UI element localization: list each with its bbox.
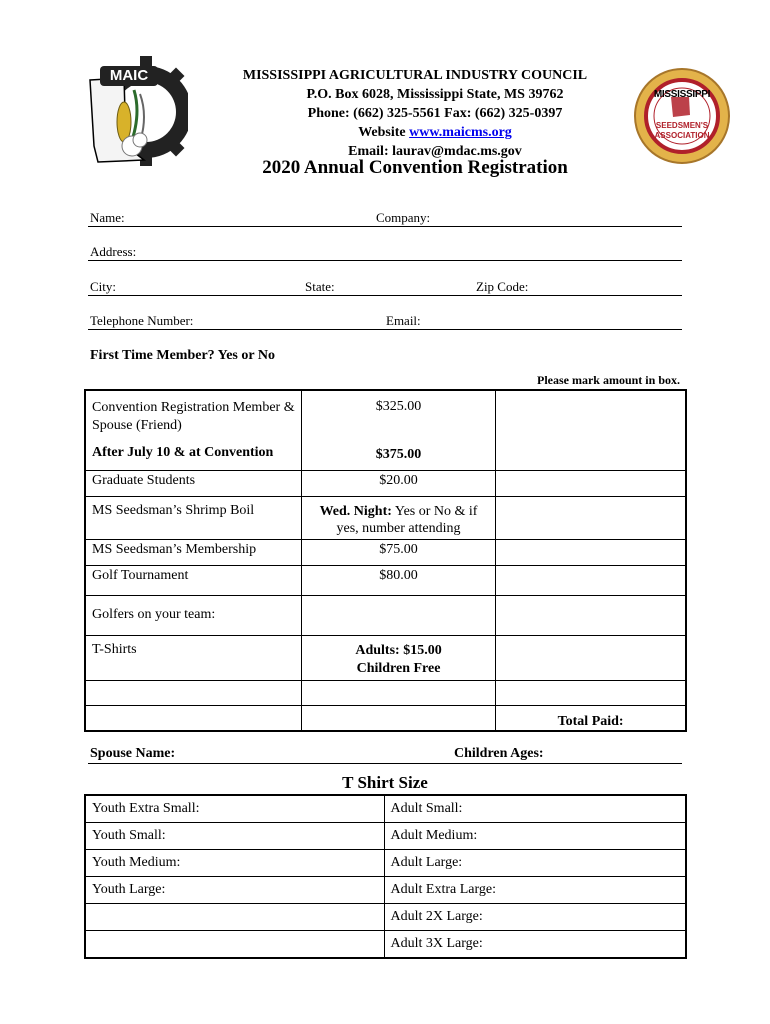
shrimp-boil-price bbox=[301, 496, 495, 539]
youth-size-cell[interactable]: Youth Large: bbox=[85, 877, 384, 904]
tshirt-size-heading: T Shirt Size bbox=[342, 773, 428, 792]
website-link[interactable]: www.maicms.org bbox=[409, 125, 512, 140]
adult-size-cell[interactable]: Adult Extra Large: bbox=[384, 877, 686, 904]
membership-label: MS Seedsman’s Membership bbox=[85, 539, 301, 565]
youth-size-cell[interactable]: Youth Medium: bbox=[85, 850, 384, 877]
city-state-zip-line[interactable] bbox=[88, 295, 682, 296]
youth-size-cell[interactable]: Youth Extra Small: bbox=[85, 795, 384, 823]
blank-cell[interactable] bbox=[85, 680, 301, 705]
org-name: MISSISSIPPI AGRICULTURAL INDUSTRY COUNCIL bbox=[242, 68, 588, 83]
convention-price: $325.00 bbox=[375, 399, 422, 414]
golf-tournament-price: $80.00 bbox=[301, 565, 495, 595]
table-row bbox=[85, 850, 686, 877]
org-email: Email: laurav@mdac.ms.gov bbox=[348, 144, 522, 159]
table-row bbox=[85, 705, 686, 731]
maic-logo-text: MAIC bbox=[109, 67, 149, 84]
maic-logo bbox=[84, 50, 188, 168]
amount-box[interactable] bbox=[496, 635, 686, 680]
blank-cell[interactable] bbox=[301, 705, 495, 731]
after-july-label: After July 10 & at Convention bbox=[92, 445, 274, 460]
table-row bbox=[85, 470, 686, 496]
address-label: Address: bbox=[90, 244, 137, 259]
amount-box[interactable] bbox=[496, 390, 686, 470]
company-label: Company: bbox=[376, 210, 431, 225]
zip-label: Zip Code: bbox=[476, 279, 529, 294]
website-label: Website bbox=[358, 125, 410, 140]
youth-size-cell[interactable] bbox=[85, 931, 384, 959]
tshirts-children-price: Children Free bbox=[356, 660, 441, 676]
org-website bbox=[200, 123, 670, 142]
blank-cell[interactable] bbox=[85, 705, 301, 731]
adult-size-cell[interactable]: Adult 3X Large: bbox=[384, 931, 686, 959]
telephone-email-line[interactable] bbox=[88, 329, 682, 330]
state-label: State: bbox=[305, 279, 335, 294]
spouse-children-line[interactable] bbox=[88, 763, 682, 764]
shrimp-boil-attending: Yes or No & if yes, number attending bbox=[336, 503, 478, 536]
table-row bbox=[85, 877, 686, 904]
org-address: P.O. Box 6028, Mississippi State, MS 39762 bbox=[306, 87, 564, 102]
tshirts-price bbox=[301, 635, 495, 680]
reg-price-cell bbox=[301, 390, 495, 470]
golf-tournament-label: Golf Tournament bbox=[85, 565, 301, 595]
table-row bbox=[85, 823, 686, 850]
tshirts-label: T-Shirts bbox=[85, 635, 301, 680]
tshirt-size-table bbox=[84, 794, 687, 959]
total-paid-label: Total Paid: bbox=[496, 705, 686, 731]
mark-note: Please mark amount in box. bbox=[536, 373, 680, 387]
spouse-name-label: Spouse Name: bbox=[90, 746, 176, 761]
shrimp-boil-label: MS Seedsman’s Shrimp Boil bbox=[85, 496, 301, 539]
registration-table bbox=[84, 389, 687, 732]
tshirts-adult-price: Adults: $15.00 bbox=[355, 642, 442, 658]
email-label: Email: bbox=[386, 313, 421, 328]
graduate-students-label: Graduate Students bbox=[85, 470, 301, 496]
youth-size-cell[interactable] bbox=[85, 904, 384, 931]
address-line[interactable] bbox=[88, 260, 682, 261]
graduate-students-price: $20.00 bbox=[301, 470, 495, 496]
city-label: City: bbox=[90, 279, 117, 294]
page-title: 2020 Annual Convention Registration bbox=[262, 157, 568, 178]
org-phone: Phone: (662) 325-5561 Fax: (662) 325-0397 bbox=[307, 106, 563, 121]
seedsmens-logo-title: MISSISSIPPI bbox=[653, 89, 711, 100]
adult-size-cell[interactable]: Adult Large: bbox=[384, 850, 686, 877]
telephone-label: Telephone Number: bbox=[90, 313, 194, 328]
table-row bbox=[85, 680, 686, 705]
table-row bbox=[85, 904, 686, 931]
shrimp-boil-night: Wed. Night: bbox=[319, 503, 392, 519]
membership-price: $75.00 bbox=[301, 539, 495, 565]
amount-box[interactable] bbox=[496, 595, 686, 635]
blank-cell[interactable] bbox=[301, 680, 495, 705]
table-row bbox=[85, 931, 686, 959]
seedsmens-logo-line1: SEEDSMEN'S bbox=[655, 121, 709, 130]
amount-box[interactable] bbox=[496, 680, 686, 705]
reg-label-cell bbox=[85, 390, 301, 470]
table-row bbox=[85, 795, 686, 823]
adult-size-cell[interactable]: Adult 2X Large: bbox=[384, 904, 686, 931]
after-july-price: $375.00 bbox=[375, 447, 422, 462]
children-ages-label: Children Ages: bbox=[454, 746, 544, 761]
first-time-member: First Time Member? Yes or No bbox=[90, 348, 275, 363]
golfers-team-label: Golfers on your team: bbox=[85, 595, 301, 635]
table-row bbox=[85, 390, 686, 470]
golfers-team-input[interactable] bbox=[301, 595, 495, 635]
table-row bbox=[85, 539, 686, 565]
table-row bbox=[85, 496, 686, 539]
youth-size-cell[interactable]: Youth Small: bbox=[85, 823, 384, 850]
amount-box[interactable] bbox=[496, 496, 686, 539]
name-company-line[interactable] bbox=[88, 226, 682, 227]
amount-box[interactable] bbox=[496, 470, 686, 496]
amount-box[interactable] bbox=[496, 565, 686, 595]
name-label: Name: bbox=[90, 210, 125, 225]
adult-size-cell[interactable]: Adult Small: bbox=[384, 795, 686, 823]
amount-box[interactable] bbox=[496, 539, 686, 565]
convention-registration-label: Convention Registration Member & Spouse (Friend) bbox=[92, 400, 295, 433]
table-row bbox=[85, 595, 686, 635]
table-row bbox=[85, 565, 686, 595]
seedsmens-logo-line2: ASSOCIATION bbox=[654, 131, 710, 140]
table-row bbox=[85, 635, 686, 680]
adult-size-cell[interactable]: Adult Medium: bbox=[384, 823, 686, 850]
